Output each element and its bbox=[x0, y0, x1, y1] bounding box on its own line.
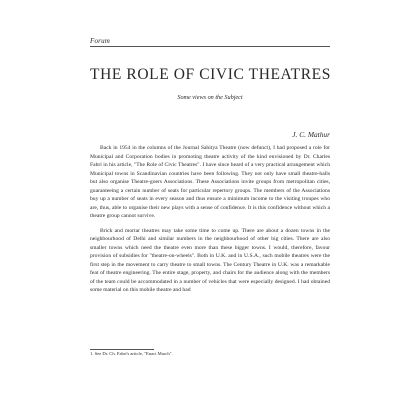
article-subtitle: Some views on the Subject bbox=[177, 94, 243, 101]
article-body bbox=[90, 144, 330, 301]
article-author: J. C. Mathur bbox=[292, 130, 330, 139]
header-rule bbox=[90, 46, 330, 47]
body-paragraph: Brick and mortar theatres may take some time to come up. There are about a dozen towns in the neighbourhood of Delhi and similar numbers in the neighbourhood of other big cities. There are also smaller towns which need the theatre even more than these bigger towns. I would, therefore, favour provision of subsidies for "theatre-on-wheels". Both in U.K. and in U.S.A., such mobile theatres were the first step in the movement to carry theatre to small towns. The Century Theatre in U.K. was a remarkable feat of theatre engineering. The entire stage, property, and chairs for the audience along with the members of the team could be accommodated in a number of vehicles that were especially designed. I had obtained some material on this mobile theatre and had bbox=[90, 227, 330, 293]
article-title: THE ROLE OF CIVIC THEATRES bbox=[90, 66, 331, 83]
footnote-rule bbox=[90, 349, 154, 350]
footnote: 1. See Dr. Ch. Fabri's article, "Enact March". bbox=[90, 351, 173, 356]
body-paragraph: Back in 1954 in the columns of the Journal Sahitya Theatre (now defunct), I had proposed a role for Municipal and Corporation bodies in promoting theatre activity of the kind envisioned by Dr. Charles Fabri in his article, "The Role of Civic Theatres". I have since heard of a very practical arrangement which Municipal towns in Scandinavian countries have been following. They not only have small theatre-halls but also organise Theatre-goers Associations. These Associations invite groups from metropolitan cities, guaranteeing a certain number of seats for particular repertory groups. The members of the Associations buy up a number of seats in every season and thus ensure a minimum income to the visiting troupes who are, thus, able to organise their new plays with a sense of confidence. It is this confidence without which a theatre group cannot survive. bbox=[90, 145, 330, 219]
section-label: Forum bbox=[90, 37, 111, 45]
